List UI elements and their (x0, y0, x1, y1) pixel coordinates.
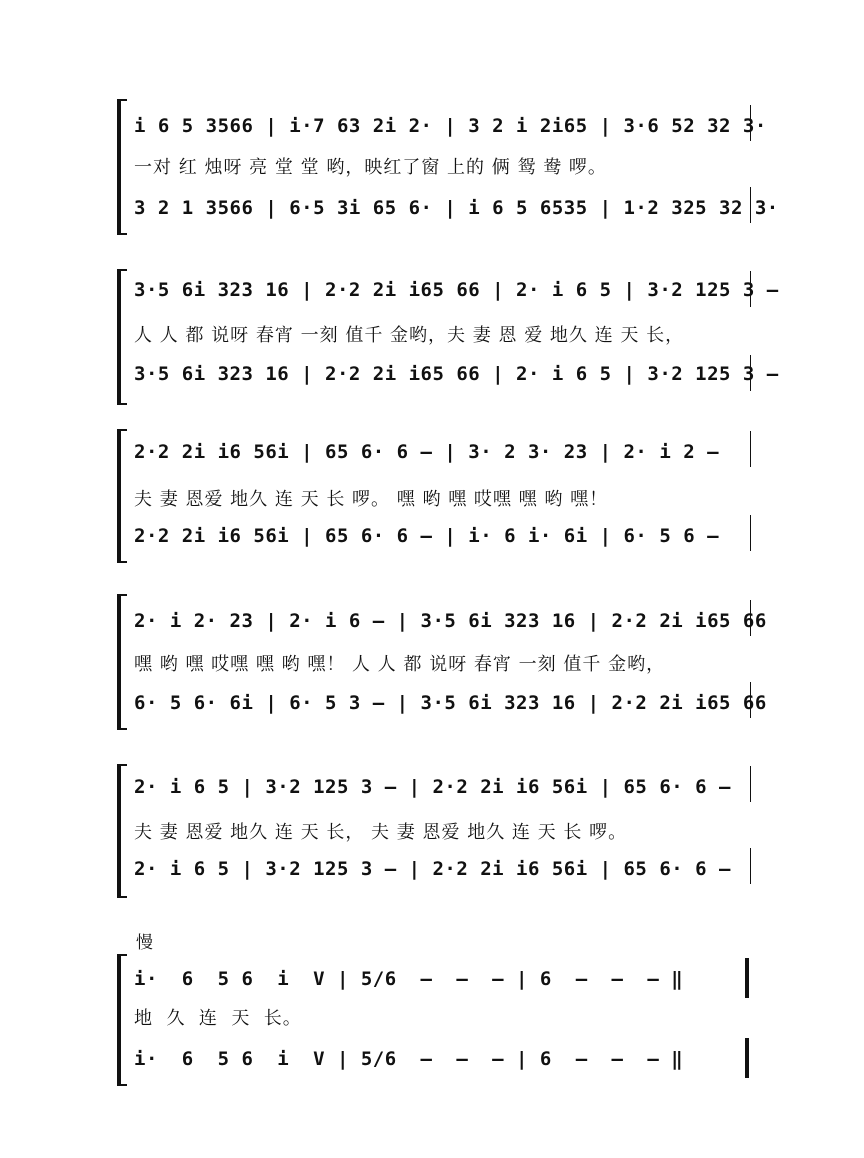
tempo-marking: 慢 (136, 933, 153, 953)
system-brace (117, 594, 127, 730)
end-barline (750, 431, 751, 467)
upper-voice-notes: 3·5 6i 323 16 | 2·2 2i i65 66 | 2· i 6 5 | 3·2 125 3 – (134, 279, 779, 301)
lyrics-line: 夫 妻 恩爱 地久 连 天 长 啰。 嘿 哟 嘿 哎嘿 嘿 哟 嘿！ (134, 489, 609, 510)
upper-voice-notes: i· 6 5 6 i V | 5/6 – – – | 6 – – – ‖ (134, 968, 684, 990)
end-barline (750, 515, 751, 551)
end-barline (750, 600, 751, 636)
lyrics-line: 地 久 连 天 长。 (134, 1008, 302, 1029)
system-brace (117, 429, 127, 563)
system-brace (117, 269, 127, 405)
end-barline (750, 848, 751, 884)
end-barline (750, 355, 751, 391)
lower-voice-notes: 2·2 2i i6 56i | 65 6· 6 – | i· 6 i· 6i | 6· 5 6 – (134, 525, 720, 547)
system-brace (117, 764, 127, 898)
final-barline (745, 1038, 749, 1078)
end-barline (750, 187, 751, 223)
end-barline (750, 682, 751, 718)
lower-voice-notes: 3·5 6i 323 16 | 2·2 2i i65 66 | 2· i 6 5 | 3·2 125 3 – (134, 363, 779, 385)
end-barline (750, 105, 751, 141)
lyrics-line: 人 人 都 说呀 春宵 一刻 值千 金哟，夫 妻 恩 爱 地久 连 天 长， (134, 325, 685, 346)
lyrics-line: 嘿 哟 嘿 哎嘿 嘿 哟 嘿！ 人 人 都 说呀 春宵 一刻 值千 金哟， (134, 654, 666, 675)
upper-voice-notes: 2· i 6 5 | 3·2 125 3 – | 2·2 2i i6 56i | 65 6· 6 – (134, 776, 731, 798)
lower-voice-notes: i· 6 5 6 i V | 5/6 – – – | 6 – – – ‖ (134, 1048, 684, 1070)
final-barline (745, 958, 749, 998)
upper-voice-notes: 2·2 2i i6 56i | 65 6· 6 – | 3· 2 3· 23 | 2· i 2 – (134, 441, 720, 463)
system-brace (117, 99, 127, 235)
upper-voice-notes: i 6 5 3566 | i·7 63 2i 2· | 3 2 i 2i65 | 3·6 52 32 3· (134, 115, 767, 137)
system-brace (117, 954, 127, 1086)
lower-voice-notes: 2· i 6 5 | 3·2 125 3 – | 2·2 2i i6 56i | 65 6· 6 – (134, 858, 731, 880)
lyrics-line: 夫 妻 恩爱 地久 连 天 长， 夫 妻 恩爱 地久 连 天 长 啰。 (134, 822, 628, 843)
lyrics-line: 一对 红 烛呀 亮 堂 堂 哟，映红了窗 上的 俩 鸳 鸯 啰。 (134, 157, 607, 178)
end-barline (750, 766, 751, 802)
lower-voice-notes: 3 2 1 3566 | 6·5 3i 65 6· | i 6 5 6535 | 1·2 325 32 3· (134, 197, 779, 219)
upper-voice-notes: 2· i 2· 23 | 2· i 6 – | 3·5 6i 323 16 | 2·2 2i i65 66 (134, 610, 767, 632)
end-barline (750, 271, 751, 307)
lower-voice-notes: 6· 5 6· 6i | 6· 5 3 – | 3·5 6i 323 16 | 2·2 2i i65 66 (134, 692, 767, 714)
